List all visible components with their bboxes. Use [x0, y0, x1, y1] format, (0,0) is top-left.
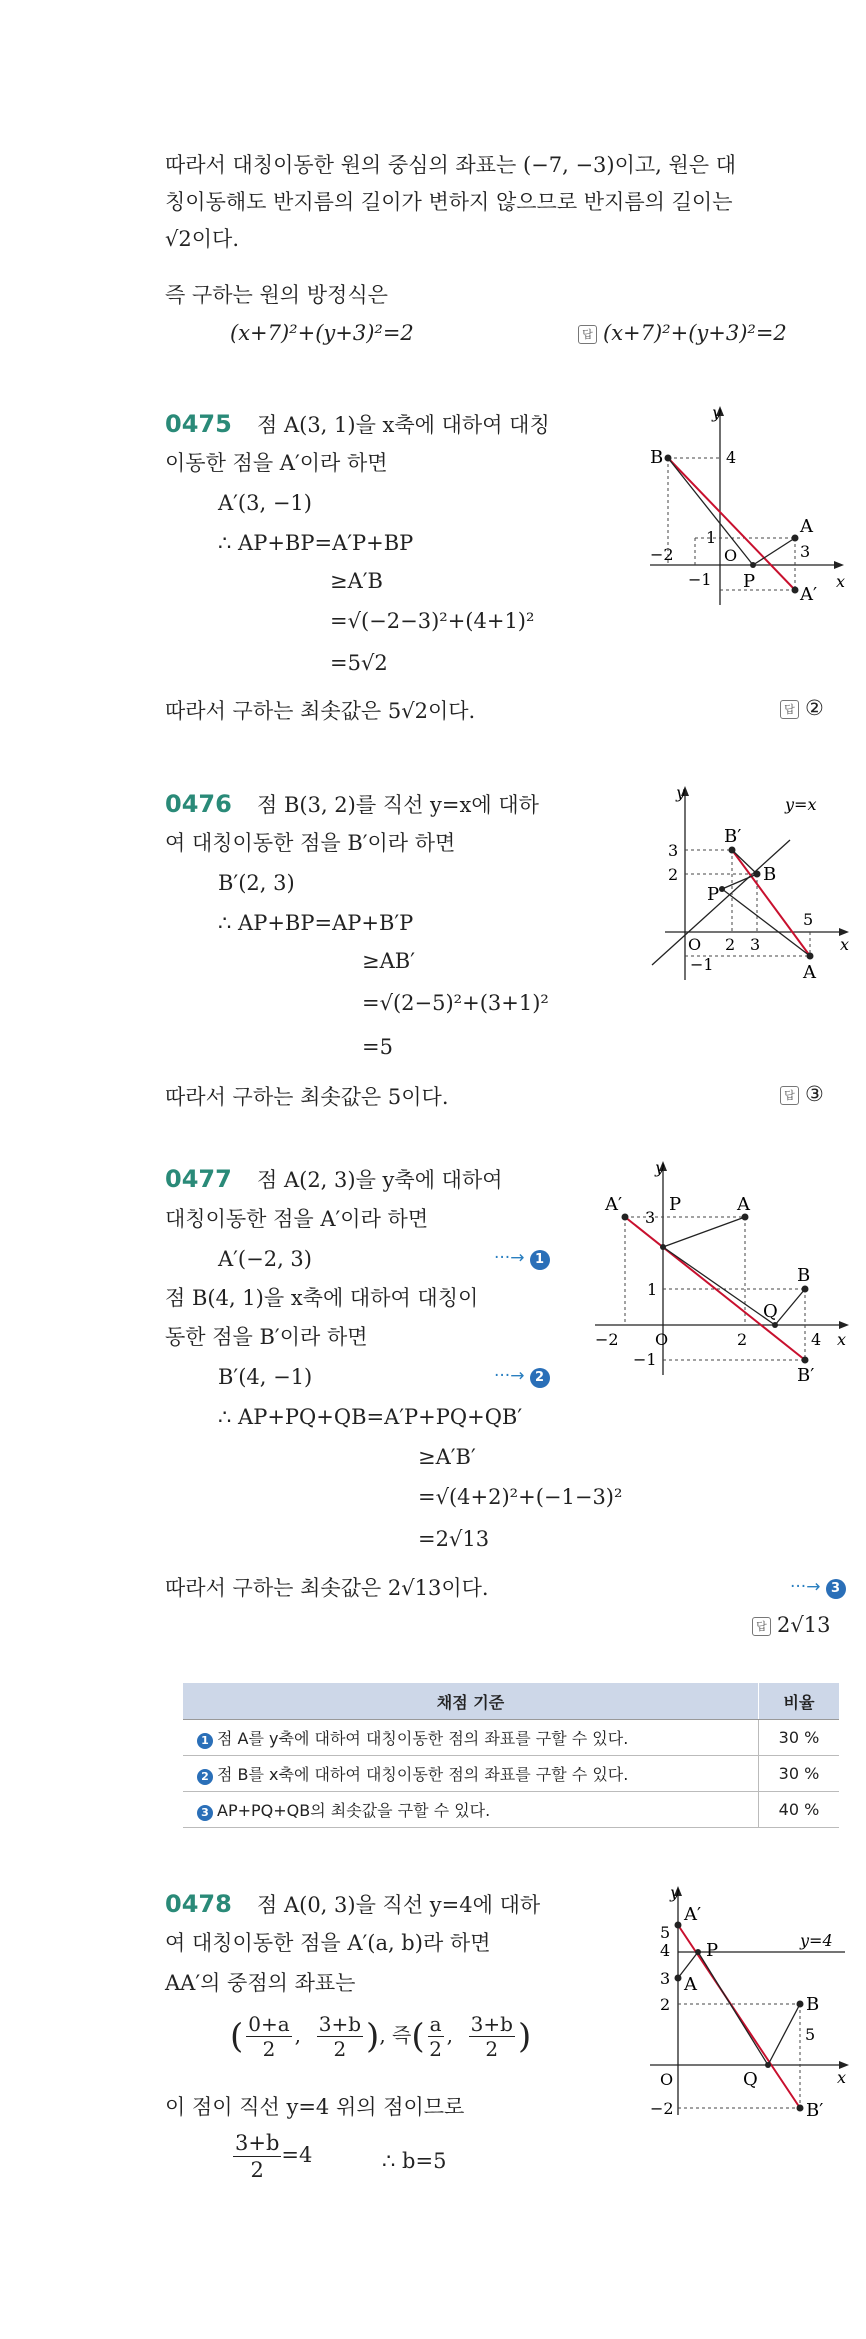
p475-tick-m1: −1 — [688, 570, 712, 589]
p475-label-Ap: A′ — [800, 584, 818, 605]
table-row — [183, 1792, 839, 1828]
p477-answer — [752, 1613, 830, 1637]
p476-step-5: =5 — [362, 1035, 393, 1059]
p477-marker-1: ···→ 1 — [494, 1248, 550, 1270]
row-ratio: 30 % — [759, 1720, 840, 1756]
p478-axis-y: y — [670, 1883, 680, 1902]
p476-tick-x2: 2 — [725, 935, 736, 954]
p478-line-2: 여 대칭이동한 점을 A′(a, b)라 하면 — [165, 1931, 491, 1955]
scoring-table — [183, 1683, 839, 1828]
p476-label-A: A — [803, 962, 816, 983]
p476-tick-3: 3 — [668, 841, 679, 860]
p475-tick-4: 4 — [726, 448, 737, 467]
p478-label-P: P — [706, 1940, 719, 1961]
row-text: 점 A를 y축에 대하여 대칭이동한 점의 좌표를 구할 수 있다. — [217, 1729, 629, 1748]
p477-tick-3: 3 — [645, 1208, 656, 1227]
p478-tick-3: 3 — [660, 1969, 671, 1988]
p477-marker-2: ···→ 2 — [494, 1366, 550, 1388]
intro-answer — [578, 318, 787, 348]
p477-axis-x: x — [837, 1330, 847, 1349]
p477-line-2: 대칭이동한 점을 A′이라 하면 — [165, 1207, 429, 1231]
p477-graph — [585, 1155, 855, 1385]
row-marker: 2 — [197, 1769, 213, 1785]
p477-label-Q: Q — [763, 1301, 778, 1322]
intro-line-3: √2이다. — [165, 227, 239, 251]
p478-fraction — [233, 2130, 312, 2183]
p477-label-B: B — [797, 1265, 811, 1286]
p476-step-1: B′(2, 3) — [218, 871, 295, 895]
p478-label-Ap: A′ — [684, 1904, 702, 1925]
intro-line-4: 즉 구하는 원의 방정식은 — [165, 283, 388, 307]
p477-label-Bp: B′ — [797, 1365, 815, 1385]
p477-step-6: =2√13 — [418, 1527, 490, 1551]
intro-line-1: 따라서 대칭이동한 원의 중심의 좌표는 (−7, −3)이고, 원은 대 — [165, 153, 737, 177]
p475-conclusion: 따라서 구하는 최솟값은 5√2이다. — [165, 699, 476, 723]
p475-step-5: =5√2 — [330, 651, 388, 675]
p477-answer-text: 2√13 — [777, 1613, 831, 1637]
p478-tick-2: 2 — [660, 1995, 671, 2014]
p477-tick-2: 2 — [737, 1330, 748, 1349]
intro-equation: (x+7)²+(y+3)²=2 — [230, 321, 414, 345]
p477-step-5: =√(4+2)²+(−1−3)² — [418, 1485, 623, 1509]
p476-axis-x: x — [840, 935, 850, 954]
p477-label-P: P — [669, 1194, 682, 1215]
p475-tick-m2: −2 — [650, 545, 674, 564]
p477-line-1: 점 A(2, 3)을 y축에 대하여 — [257, 1168, 503, 1192]
p476-step-2: ∴ AP+BP=AP+B′P — [218, 911, 414, 935]
p478-tick-5: 5 — [660, 1923, 671, 1942]
p478-line-4: 이 점이 직선 y=4 위의 점이므로 — [165, 2095, 465, 2119]
p477-label-Ap: A′ — [605, 1194, 623, 1215]
table-row — [183, 1720, 839, 1756]
table-header-criteria: 채점 기준 — [183, 1683, 759, 1720]
table-header-ratio: 비율 — [759, 1683, 840, 1720]
p476-line-1: 점 B(3, 2)를 직선 y=x에 대하 — [257, 793, 539, 817]
p478-label-y4: y=4 — [800, 1931, 833, 1950]
p478-graph — [630, 1880, 855, 2120]
p478-tick-m2: −2 — [650, 2099, 674, 2118]
p477-tick-1: 1 — [647, 1280, 658, 1299]
p477-tick-m2: −2 — [595, 1330, 619, 1349]
p478-origin: O — [660, 2070, 674, 2089]
problem-number-0476: 0476 — [165, 790, 232, 818]
p476-tick-5: 5 — [803, 910, 814, 929]
p476-step-4: =√(2−5)²+(3+1)² — [362, 991, 549, 1015]
p476-label-P: P — [707, 884, 720, 905]
p477-conclusion: 따라서 구하는 최솟값은 2√13이다. — [165, 1576, 489, 1600]
p478-result: ∴ b=5 — [382, 2149, 447, 2173]
p477-step-1: A′(−2, 3) — [218, 1247, 312, 1271]
problem-number-0478: 0478 — [165, 1890, 232, 1918]
p476-graph — [640, 780, 860, 990]
row-marker: 1 — [197, 1733, 213, 1749]
fraction-numerator: 3+b — [235, 2131, 280, 2155]
p477-tick-m1: −1 — [633, 1350, 657, 1369]
row-text: AP+PQ+QB의 최솟값을 구할 수 있다. — [217, 1801, 491, 1820]
p475-tick-1: 1 — [706, 528, 717, 547]
answer-icon: 답 — [578, 325, 597, 344]
p478-tick-4: 4 — [660, 1941, 671, 1960]
p475-step-1: A′(3, −1) — [218, 491, 312, 515]
p477-line-3: 점 B(4, 1)을 x축에 대하여 대칭이 — [165, 1286, 479, 1310]
p475-label-P: P — [743, 571, 756, 592]
p476-conclusion: 따라서 구하는 최솟값은 5이다. — [165, 1085, 449, 1109]
p477-origin: O — [655, 1330, 669, 1349]
p475-graph — [640, 400, 850, 620]
p478-line-1: 점 A(0, 3)을 직선 y=4에 대하 — [257, 1893, 541, 1917]
p475-axis-x: x — [836, 572, 846, 591]
p475-step-3: ≥A′B — [330, 569, 383, 593]
p475-step-4: =√(−2−3)²+(4+1)² — [330, 609, 535, 633]
p478-label-Bp: B′ — [806, 2100, 824, 2120]
p475-tick-3: 3 — [800, 542, 811, 561]
row-ratio: 30 % — [759, 1756, 840, 1792]
intro-line-2: 칭이동해도 반지름의 길이가 변하지 않으므로 반지름의 길이는 — [165, 190, 733, 214]
p476-answer-text: ③ — [805, 1082, 824, 1106]
p477-marker-3: ···→ 3 — [790, 1577, 846, 1599]
answer-icon: 답 — [780, 700, 799, 719]
p475-line-2: 이동한 점을 A′이라 하면 — [165, 451, 388, 475]
p476-label-B: B — [763, 864, 777, 885]
p476-step-3: ≥AB′ — [362, 949, 415, 973]
p476-tick-2: 2 — [668, 865, 679, 884]
p477-line-4: 동한 점을 B′이라 하면 — [165, 1325, 368, 1349]
p478-label-A: A — [684, 1974, 697, 1995]
row-marker: 3 — [197, 1805, 213, 1821]
p476-answer — [780, 1082, 824, 1106]
p478-line-3: AA′의 중점의 좌표는 — [165, 1971, 356, 1995]
table-row — [183, 1756, 839, 1792]
p476-line-2: 여 대칭이동한 점을 B′이라 하면 — [165, 831, 456, 855]
answer-icon: 답 — [780, 1086, 799, 1105]
p476-label-yx: y=x — [785, 795, 817, 814]
p477-step-3: ∴ AP+PQ+QB=A′P+PQ+QB′ — [218, 1405, 523, 1429]
problem-number-0477: 0477 — [165, 1165, 232, 1193]
p478-label-Q: Q — [743, 2069, 758, 2090]
p475-line-1: 점 A(3, 1)을 x축에 대하여 대칭 — [257, 413, 550, 437]
fraction-denominator: 2 — [250, 2158, 264, 2182]
answer-icon: 답 — [752, 1617, 771, 1636]
p475-answer — [780, 696, 824, 720]
p477-step-4: ≥A′B′ — [418, 1445, 476, 1469]
p475-step-2: ∴ AP+BP=A′P+BP — [218, 531, 414, 555]
p476-axis-y: y — [676, 783, 686, 802]
p477-tick-4: 4 — [811, 1330, 822, 1349]
p475-axis-y: y — [712, 403, 722, 422]
p476-label-Bp: B′ — [724, 826, 742, 847]
p475-origin: O — [724, 546, 738, 565]
p477-step-2: B′(4, −1) — [218, 1365, 313, 1389]
p475-answer-text: ② — [805, 696, 824, 720]
p475-label-B: B — [650, 447, 664, 468]
row-ratio: 40 % — [759, 1792, 840, 1828]
row-text: 점 B를 x축에 대하여 대칭이동한 점의 좌표를 구할 수 있다. — [217, 1765, 629, 1784]
p475-label-A: A — [800, 516, 813, 537]
p478-tick-x5: 5 — [805, 2025, 816, 2044]
p476-origin: O — [688, 935, 702, 954]
p477-axis-y: y — [655, 1158, 665, 1177]
p476-tick-x3: 3 — [750, 935, 761, 954]
intro-answer-text: (x+7)²+(y+3)²=2 — [603, 321, 787, 345]
problem-number-0475: 0475 — [165, 410, 232, 438]
p478-axis-x: x — [837, 2068, 847, 2087]
p478-label-B: B — [806, 1994, 820, 2015]
p476-tick-m1: −1 — [690, 955, 714, 974]
p478-midpoint: ( $\frac{0+a}{2}$ , $\frac{3+b}{2}$ ), 즉( $\frac{a}{2}$ , $\frac{3+b}{2}$ ) — [230, 2012, 532, 2061]
fraction-rhs: =4 — [281, 2143, 313, 2167]
p477-label-A: A — [737, 1194, 750, 1215]
